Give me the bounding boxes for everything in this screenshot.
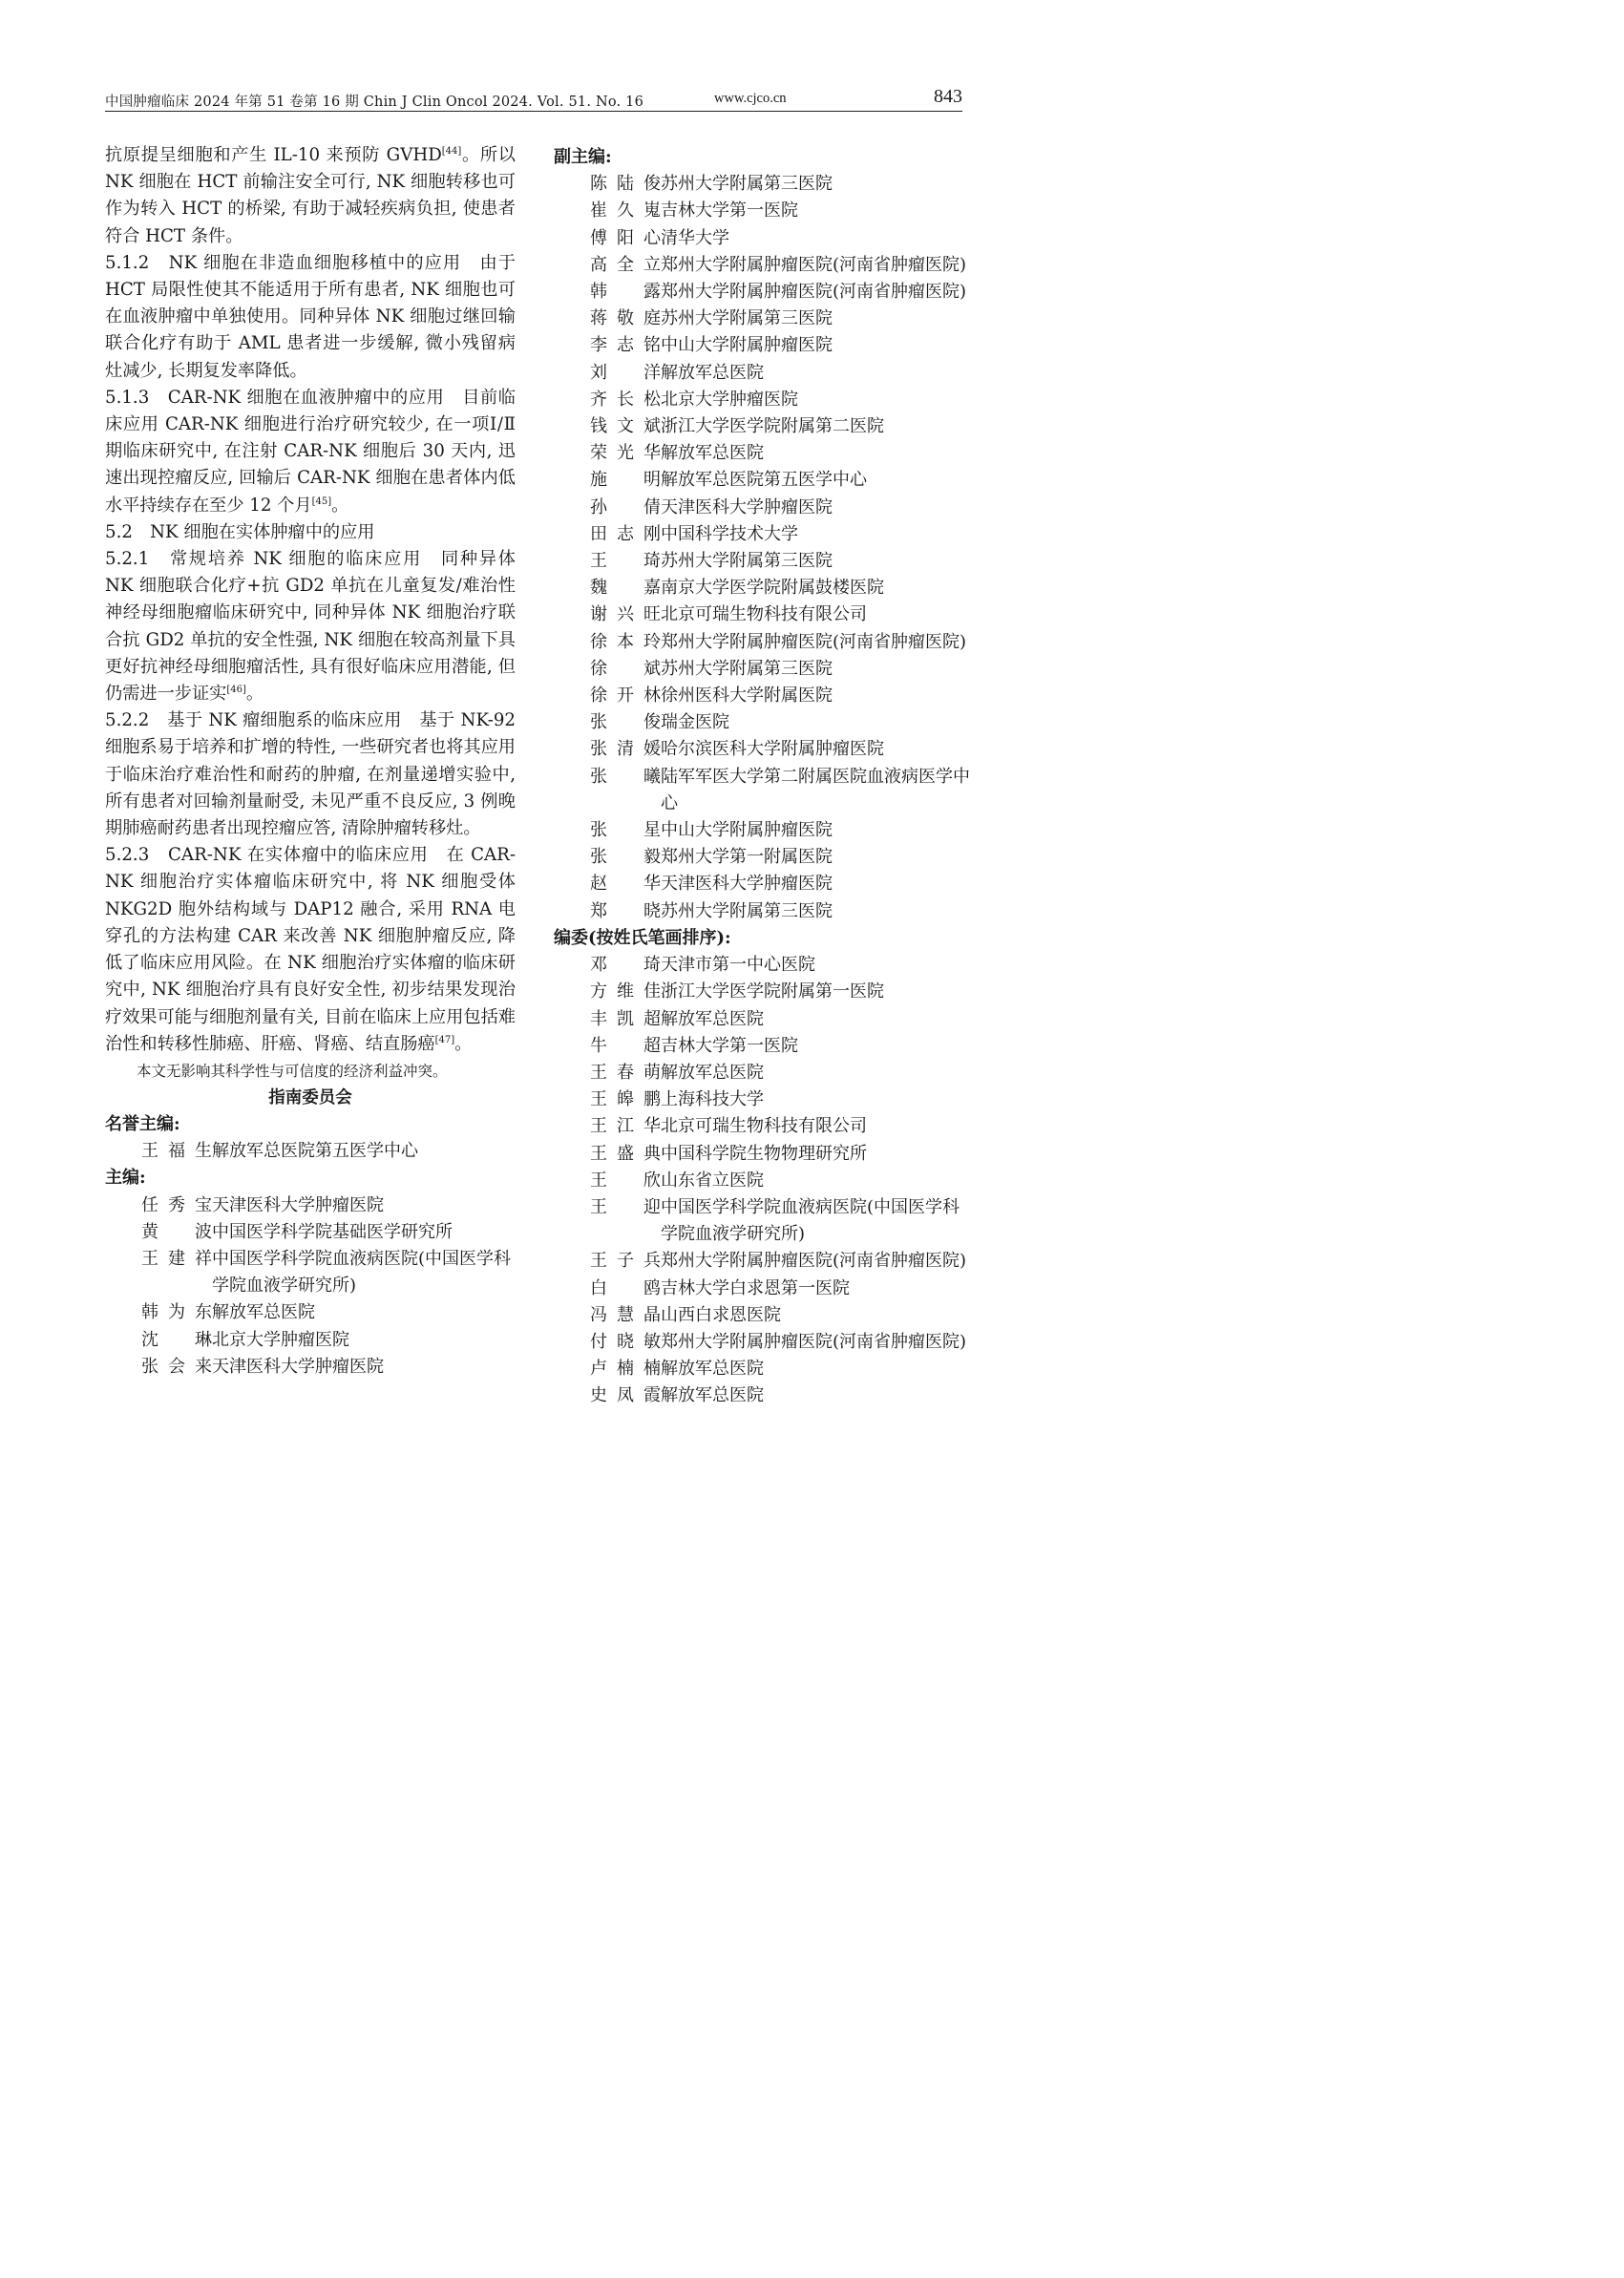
member-row (105, 1354, 516, 1381)
member-name: 王盛典 (590, 1143, 661, 1164)
member-affiliation: 天津市第一中心医院 (661, 955, 815, 976)
member-name: 赵 华 (590, 874, 661, 895)
member-row (554, 601, 974, 628)
member-row (554, 171, 974, 198)
member-row (554, 548, 974, 575)
member-name: 高全立 (590, 254, 661, 275)
member-row (554, 1329, 974, 1356)
member-name: 王子兵 (590, 1251, 661, 1272)
member-row (554, 817, 974, 844)
chief-editor-label: 主编: (105, 1168, 146, 1189)
member-affiliation: 天津医科大学肿瘤医院 (661, 874, 833, 895)
journal-url[interactable]: www.cjco.cn (714, 91, 787, 106)
member-name: 王 欣 (590, 1170, 661, 1191)
member-name: 王春萌 (590, 1062, 661, 1083)
member-name: 张清媛 (590, 739, 661, 760)
member-row (554, 629, 974, 656)
member-row (105, 1138, 516, 1165)
member-row (554, 979, 974, 1005)
member-name: 荣光华 (590, 443, 661, 464)
member-row (105, 1192, 516, 1219)
member-affiliation: 苏州大学附属第三医院 (661, 658, 833, 679)
member-row (554, 764, 974, 817)
member-row (554, 844, 974, 871)
member-row (554, 198, 974, 224)
member-affiliation: 天津医科大学肿瘤医院 (661, 496, 833, 517)
member-affiliation: 中国医学科学院基础医学研究所 (212, 1221, 453, 1242)
member-affiliation: 中国科学院生物物理研究所 (661, 1143, 867, 1164)
member-name: 王建祥 (141, 1248, 212, 1269)
member-row (554, 1194, 974, 1248)
member-row (554, 387, 974, 413)
member-name: 王 迎 (590, 1196, 661, 1217)
member-name: 方维佳 (590, 981, 661, 1002)
member-row (554, 1382, 974, 1409)
member-name: 齐长松 (590, 389, 661, 410)
member-affiliation: 苏州大学附属第三医院 (661, 900, 833, 921)
member-affiliation: 北京大学肿瘤医院 (212, 1329, 349, 1350)
member-affiliation: 吉林大学第一医院 (661, 1035, 798, 1056)
member-affiliation: 解放军总医院 (661, 1062, 764, 1083)
member-name: 蒋敬庭 (590, 308, 661, 329)
member-name: 任秀宝 (141, 1194, 212, 1215)
citation-ref[interactable]: [44] (441, 146, 462, 157)
member-row (554, 898, 974, 925)
journal-page (0, 0, 1054, 1478)
member-name: 谢兴旺 (590, 604, 661, 625)
member-affiliation: 南京大学医学院附属鼓楼医院 (661, 578, 884, 599)
member-row (554, 1276, 974, 1302)
member-row (105, 1246, 516, 1299)
member-name: 王 琦 (590, 551, 661, 572)
member-name: 魏 嘉 (590, 578, 661, 599)
member-name: 张 毅 (590, 847, 661, 868)
member-row (554, 495, 974, 521)
member-row (554, 575, 974, 601)
member-name: 邓 琦 (590, 955, 661, 976)
editorial-board-label: 编委(按姓氏笔画排序): (554, 927, 731, 948)
member-row (554, 1302, 974, 1329)
conflict-of-interest-statement: 本文无影响其科学性与可信度的经济利益冲突。 (137, 1062, 448, 1080)
member-affiliation: 苏州大学附属第三医院 (661, 174, 833, 195)
member-affiliation: 天津医科大学肿瘤医院 (212, 1356, 384, 1377)
member-affiliation: 北京可瑞生物科技有限公司 (661, 1116, 867, 1137)
member-affiliation: 陆军军医大学第二附属医院血液病医学中心 (661, 766, 970, 813)
member-row (554, 467, 974, 494)
member-affiliation: 苏州大学附属第三医院 (661, 551, 833, 572)
member-name: 田志刚 (590, 523, 661, 544)
member-name: 韩 露 (590, 282, 661, 303)
member-affiliation: 徐州医科大学附属医院 (661, 686, 833, 707)
member-row (554, 683, 974, 709)
member-row (554, 521, 974, 548)
member-name: 刘 洋 (590, 362, 661, 383)
member-affiliation: 解放军总医院 (661, 362, 764, 383)
member-affiliation: 浙江大学医学院附属第一医院 (661, 981, 884, 1002)
member-name: 史凤霞 (590, 1385, 661, 1406)
member-row (554, 656, 974, 683)
honorary-editor-list (105, 1138, 516, 1165)
member-affiliation: 解放军总医院第五医学中心 (661, 470, 867, 491)
member-row (554, 252, 974, 279)
member-row (554, 440, 974, 467)
member-affiliation: 解放军总医院 (661, 1385, 764, 1406)
member-row (554, 1248, 974, 1275)
member-name: 牛 超 (590, 1035, 661, 1056)
member-row (554, 1113, 974, 1140)
member-affiliation: 中山大学附属肿瘤医院 (661, 335, 833, 356)
member-affiliation: 解放军总医院第五医学中心 (212, 1141, 418, 1162)
citation-ref[interactable]: [46] (226, 685, 246, 696)
citation-ref[interactable]: [45] (311, 496, 332, 507)
chief-editor-list (105, 1192, 516, 1381)
member-row (105, 1219, 516, 1246)
member-affiliation: 解放军总医院 (661, 1008, 764, 1029)
member-row (105, 1299, 516, 1326)
member-row (554, 952, 974, 979)
member-name: 白 鸥 (590, 1277, 661, 1298)
section-5-1-3: 5.1.3 CAR-NK 细胞在血液肿瘤中的应用 目前临床应用 CAR-NK 细胞进行治疗研究较少, 在一项Ⅰ/Ⅱ期临床研究中, 在注射 CAR-NK 细胞后 30 天内, 迅速出现控瘤反应, 回输后 CAR-NK 细胞在患者体内低水平持续存在至少 12 个月[45]。 (105, 387, 516, 516)
member-affiliation: 郑州大学附属肿瘤医院(河南省肿瘤医院) (661, 254, 967, 275)
section-5-1-2: 5.1.2 NK 细胞在非造血细胞移植中的应用 由于 HCT 局限性使其不能适用于所有患者, NK 细胞也可在血液肿瘤中单独使用。同种异体 NK 细胞过继回输联合化疗有助于 AML 患者进一步缓解, 微小残留病灶减少, 长期复发率降低。 (105, 252, 516, 381)
member-affiliation: 哈尔滨医科大学附属肿瘤医院 (661, 739, 884, 760)
member-row (554, 306, 974, 332)
member-name: 张会来 (141, 1356, 212, 1377)
section-5-2-heading: 5.2 NK 细胞在实体肿瘤中的应用 (105, 521, 375, 542)
member-affiliation: 吉林大学白求恩第一医院 (661, 1277, 850, 1298)
member-affiliation: 苏州大学附属第三医院 (661, 308, 833, 329)
member-name: 李志铭 (590, 335, 661, 356)
member-row (554, 736, 974, 763)
member-row (554, 1356, 974, 1382)
member-name: 施 明 (590, 470, 661, 491)
paragraph-hct-continuation: 抗原提呈细胞和产生 IL-10 来预防 GVHD[44]。所以NK 细胞在 HCT 前输注安全可行, NK 细胞转移也可作为转入 HCT 的桥梁, 有助于减轻疾病负担, 使患者符合 HCT 条件。 (105, 145, 516, 246)
member-name: 王皞鹏 (590, 1089, 661, 1110)
member-name: 徐开林 (590, 686, 661, 707)
member-affiliation: 山东省立医院 (661, 1170, 764, 1191)
member-row (554, 1060, 974, 1086)
member-name: 徐本玲 (590, 631, 661, 652)
section-5-2-2: 5.2.2 基于 NK 瘤细胞系的临床应用 基于 NK-92 细胞系易于培养和扩增的特性, 一些研究者也将其应用于临床治疗难治性和耐药的肿瘤, 在剂量递增实验中, 所有患者对回输剂量耐受, 未见严重不良反应, 3 例晚期肺癌耐药患者出现控瘤应答, 清除肿瘤转移灶。 (105, 710, 516, 839)
member-name: 陈陆俊 (590, 174, 661, 195)
member-row (105, 1327, 516, 1354)
member-name: 张 曦 (590, 766, 661, 787)
member-affiliation: 中国医学科学院血液病医院(中国医学科学院血液学研究所) (661, 1196, 960, 1245)
editorial-board-list (554, 952, 974, 1409)
page-number: 843 (934, 86, 962, 107)
member-affiliation: 郑州大学第一附属医院 (661, 847, 833, 868)
member-name: 钱文斌 (590, 416, 661, 437)
member-name: 崔久嵬 (590, 200, 661, 221)
member-affiliation: 中国医学科学院血液病医院(中国医学科学院血液学研究所) (212, 1248, 512, 1297)
member-affiliation: 北京可瑞生物科技有限公司 (661, 604, 867, 625)
deputy-editor-list (554, 171, 974, 925)
member-name: 傅阳心 (590, 227, 661, 248)
member-name: 徐 斌 (590, 658, 661, 679)
member-affiliation: 解放军总医院 (661, 443, 764, 464)
member-name: 王江华 (590, 1116, 661, 1137)
section-5-2-1: 5.2.1 常规培养 NK 细胞的临床应用 同种异体 NK 细胞联合化疗+抗 GD2 单抗在儿童复发/难治性神经母细胞瘤临床研究中, 同种异体 NK 细胞治疗联合抗 GD2 单抗的安全性强, NK 细胞在较高剂量下具更好抗神经母细胞瘤活性, 具有很好临床应用潜能, 但仍需进一步证实[46]。 (105, 549, 516, 705)
member-name: 丰凯超 (590, 1008, 661, 1029)
member-affiliation: 郑州大学附属肿瘤医院(河南省肿瘤医院) (661, 631, 967, 652)
journal-citation: 中国肿瘤临床 2024 年第 51 卷第 16 期 Chin J Clin Oncol 2024. Vol. 51. No. 16 (105, 95, 643, 110)
right-column (554, 144, 974, 1410)
committee-title: 指南委员会 (268, 1087, 352, 1107)
member-name: 郑 晓 (590, 900, 661, 921)
member-row (554, 332, 974, 359)
member-row (554, 1141, 974, 1168)
member-affiliation: 上海科技大学 (661, 1089, 764, 1110)
member-affiliation: 郑州大学附属肿瘤医院(河南省肿瘤医院) (661, 282, 967, 303)
running-header (105, 86, 962, 112)
member-affiliation: 解放军总医院 (212, 1302, 315, 1323)
member-affiliation: 吉林大学第一医院 (661, 200, 798, 221)
member-name: 孙 倩 (590, 496, 661, 517)
member-name: 王福生 (141, 1141, 212, 1162)
member-row (554, 1006, 974, 1033)
member-affiliation: 北京大学肿瘤医院 (661, 389, 798, 410)
member-affiliation: 郑州大学附属肿瘤医院(河南省肿瘤医院) (661, 1331, 967, 1352)
member-row (554, 279, 974, 306)
member-affiliation: 清华大学 (661, 227, 729, 248)
member-affiliation: 郑州大学附属肿瘤医院(河南省肿瘤医院) (661, 1251, 967, 1272)
honorary-editor-label: 名誉主编: (105, 1113, 180, 1134)
member-affiliation: 山西白求恩医院 (661, 1304, 781, 1325)
member-name: 张 星 (590, 820, 661, 841)
member-name: 韩为东 (141, 1302, 212, 1323)
member-name: 卢楠楠 (590, 1359, 661, 1380)
member-row (554, 1086, 974, 1113)
member-name: 张 俊 (590, 712, 661, 733)
member-row (554, 1033, 974, 1060)
member-row (554, 871, 974, 897)
left-column (105, 142, 516, 1381)
member-affiliation: 中山大学附属肿瘤医院 (661, 820, 833, 841)
member-row (554, 413, 974, 440)
member-row (554, 1168, 974, 1194)
member-affiliation: 中国科学技术大学 (661, 523, 798, 544)
member-affiliation: 浙江大学医学院附属第二医院 (661, 416, 884, 437)
deputy-editor-label: 副主编: (554, 147, 612, 167)
citation-ref[interactable]: [47] (434, 1034, 455, 1045)
member-name: 付晓敏 (590, 1331, 661, 1352)
member-name: 黄 波 (141, 1221, 212, 1242)
member-name: 沈 琳 (141, 1329, 212, 1350)
section-5-2-3: 5.2.3 CAR-NK 在实体瘤中的临床应用 在 CAR-NK 细胞治疗实体瘤临床研究中, 将 NK 细胞受体 NKG2D 胞外结构域与 DAP12 融合, 采用 RNA 电穿孔的方法构建 CAR 来改善 NK 细胞肿瘤反应, 降低了临床应用风险。在 NK 细胞治疗实体瘤的临床研究中, NK 细胞治疗具有良好安全性, 初步结果发现治疗效果可能与细胞剂量有关, 目前在临床上应用包括难治性和转移性肺癌、肝癌、肾癌、结直肠癌[47]。 (105, 845, 516, 1054)
member-row (554, 225, 974, 252)
member-row (554, 360, 974, 387)
member-affiliation: 天津医科大学肿瘤医院 (212, 1194, 384, 1215)
member-name: 冯慧晶 (590, 1304, 661, 1325)
member-affiliation: 瑞金医院 (661, 712, 729, 733)
member-row (554, 709, 974, 736)
member-affiliation: 解放军总医院 (661, 1359, 764, 1380)
